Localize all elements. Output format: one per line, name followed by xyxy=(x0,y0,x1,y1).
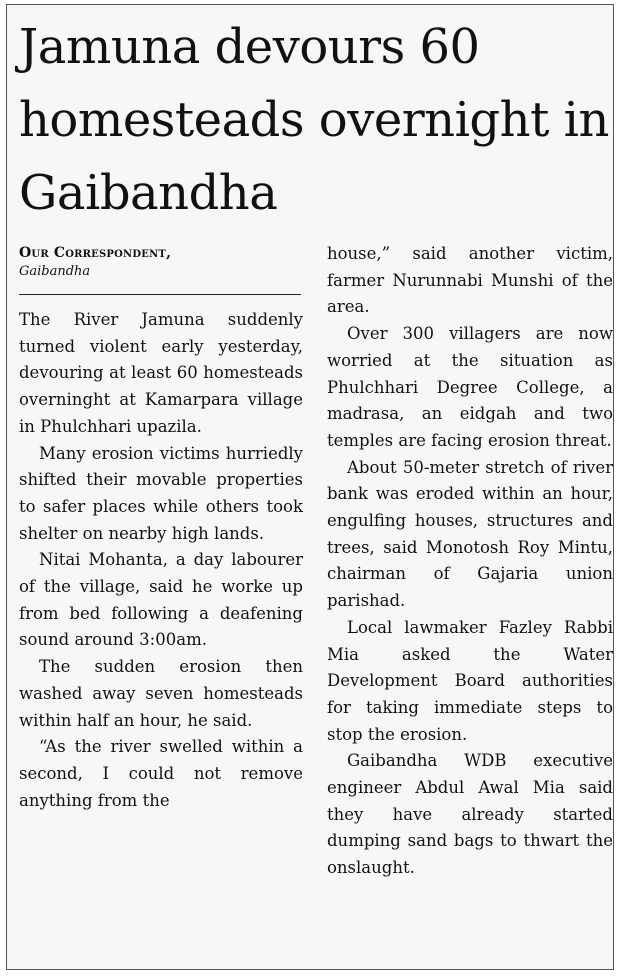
article-column-right xyxy=(327,241,613,882)
paragraph: Many erosion victims hurriedly shifted their movable properties to safer places while others took shelter on nearby high lands. xyxy=(19,443,303,543)
paragraph: The sudden erosion then washed away seven homesteads within half an hour, he said. xyxy=(19,657,303,730)
paragraph: The River Jamuna suddenly turned violent early yesterday, devouring at least 60 homesteads overninght at Kamarpara village in Phulchhari upazila. xyxy=(19,310,303,436)
paragraph: “As the river swelled within a second, I could not remove anything from the xyxy=(19,737,303,810)
dateline: Gaibandha xyxy=(19,264,91,279)
paragraph: About 50-meter stretch of river bank was eroded within an hour, engulfing houses, structures and trees, said Monotosh Roy Mintu, chairman of Gajaria union parishad. xyxy=(327,457,613,611)
byline-author: Our Correspondent, xyxy=(19,245,172,261)
byline-divider xyxy=(19,294,301,295)
paragraph: Local lawmaker Fazley Rabbi Mia asked the Water Development Board authorities for taking immediate steps to stop the erosion. xyxy=(327,617,613,744)
paragraph: Nitai Mohanta, a day labourer of the village, said he worke up from bed following a deafening sound around 3:00am. xyxy=(19,550,303,650)
headline: Jamuna devours 60 homesteads overnight in Gaibandha xyxy=(19,19,609,221)
byline-block xyxy=(19,243,301,281)
news-clipping xyxy=(6,4,614,970)
paragraph: Over 300 villagers are now worried at the situation as Phulchhari Degree College, a madrasa, an eidgah and two temples are facing erosion threat. xyxy=(327,324,613,450)
article-column-left xyxy=(19,307,303,814)
paragraph: Gaibandha WDB executive engineer Abdul Awal Mia said they have already started dumping sand bags to thwart the onslaught. xyxy=(327,751,613,878)
paragraph: house,” said another victim, farmer Nurunnabi Munshi of the area. xyxy=(327,244,613,317)
